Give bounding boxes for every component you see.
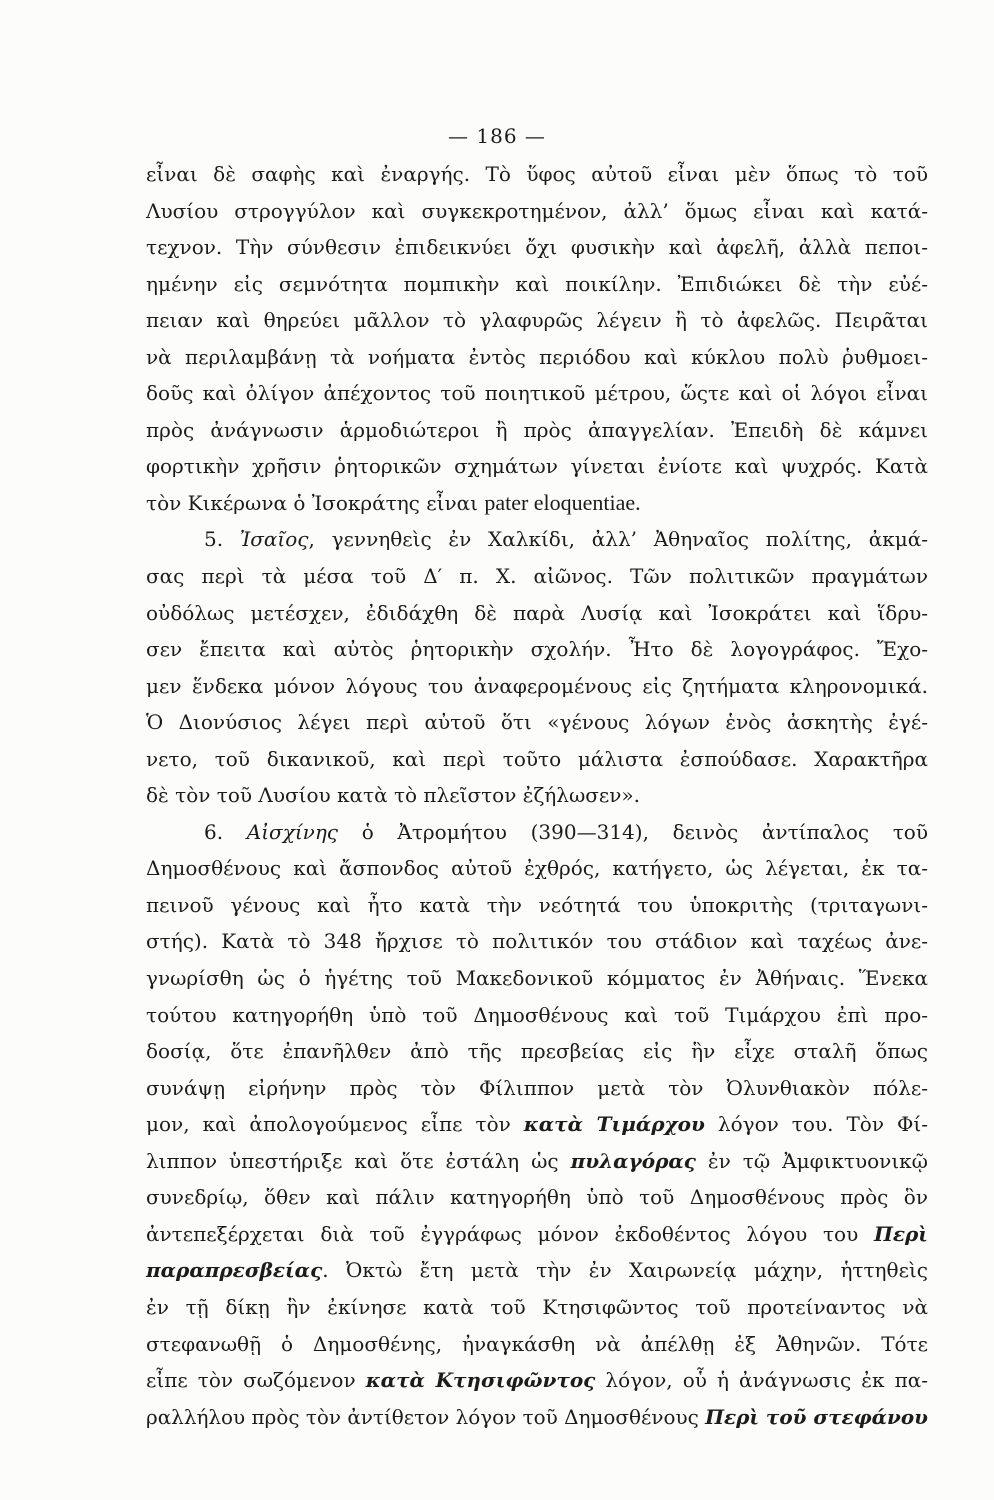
text-line [146, 814, 928, 851]
text-line [146, 887, 928, 924]
text-segment: ἀντεπεξέρχεται διὰ τοῦ ἐγγράφως μόνον ἐκδοθέντος λόγου του [146, 1221, 874, 1246]
text-segment: ἐν τῇ δίκῃ ἣν ἐκίνησε κατὰ τοῦ Κτησιφῶντος τοῦ προτείναντος νὰ [146, 1294, 928, 1319]
text-line [146, 1179, 928, 1216]
text-segment: Ὁ Διονύσιος λέγει περὶ αὐτοῦ ὅτι «γένους λόγων ἑνὸς ἀσκητὴς ἐγέ- [146, 710, 928, 735]
text-line [146, 923, 928, 960]
text-segment: νετο, τοῦ δικανικοῦ, καὶ περὶ τοῦτο μάλιστα ἐσπούδασε. Χαρακτῆρα [146, 746, 928, 771]
text-line [146, 375, 928, 412]
text-line [146, 485, 928, 522]
text-segment: . Ὀκτὼ ἔτη μετὰ τὴν ἐν Χαιρωνείᾳ μάχην, ἡττηθεὶς [322, 1258, 928, 1283]
text-line [146, 997, 928, 1034]
text-segment: μεν ἕνδεκα μόνον λόγους του ἀναφερομένους εἰς ζητήματα κληρονομικά. [146, 673, 928, 698]
text-line [146, 1216, 928, 1253]
text-line [146, 1106, 928, 1143]
emphasis-text: πυλαγόρας [570, 1148, 696, 1173]
text-segment: δοῦς καὶ ὀλίγον ἀπέχοντος τοῦ ποιητικοῦ μέτρου, ὥςτε καὶ οἱ λόγοι εἶναι [146, 381, 928, 406]
text-line [146, 1252, 928, 1289]
emphasis-text: Αἰσχίνης [246, 819, 339, 844]
emphasis-text: παραπρεσβείας [146, 1258, 323, 1283]
text-segment: οὐδόλως μετέσχεν, ἐδιδάχθη δὲ παρὰ Λυσίᾳ καὶ Ἰσοκράτει καὶ ἵδρυ- [146, 600, 928, 625]
text-line [146, 266, 928, 303]
text-segment: ἐν τῷ Ἀμφικτυονικῷ [695, 1148, 928, 1173]
text-segment: λόγον, οὗ ἡ ἀνάγνωσις ἐκ πα- [595, 1368, 928, 1393]
text-segment: ὁ Ἀτρομήτου (390—314), δεινὸς ἀντίπαλος τοῦ [338, 819, 928, 844]
text-segment: λιππον ὑπεστήριξε καὶ ὅτε ἐστάλη ὡς [146, 1148, 571, 1173]
text-line [146, 521, 928, 558]
text-line [146, 448, 928, 485]
text-line [146, 1289, 928, 1326]
text-line [146, 1143, 928, 1180]
text-segment: πειαν καὶ θηρεύει μᾶλλον τὸ γλαφυρῶς λέγειν ἢ τὸ ἀφελῶς. Πειρᾶται [146, 308, 928, 333]
text-segment: εἶναι δὲ σαφὴς καὶ ἐναργής. Τὸ ὕφος αὐτοῦ εἶναι μὲν ὅπως τὸ τοῦ [146, 162, 928, 186]
text-line [146, 741, 928, 778]
text-segment: Δημοσθένους καὶ ἄσπονδος αὐτοῦ ἐχθρός, κατήγετο, ὡς λέγεται, ἐκ τα- [146, 856, 928, 881]
text-segment: πρὸς ἀνάγνωσιν ἁρμοδιώτεροι ἢ πρὸς ἀπαγγελίαν. Ἐπειδὴ δὲ κάμνει [146, 417, 928, 442]
text-line [146, 412, 928, 449]
text-line [146, 595, 928, 632]
text-segment: τεχνον. Τὴν σύνθεσιν ἐπιδεικνύει ὄχι φυσικὴν καὶ ἀφελῆ, ἀλλὰ πεποι- [146, 235, 928, 260]
text-line [146, 960, 928, 997]
text-line [146, 1070, 928, 1107]
text-segment: ημένην εἰς σεμνότητα πομπικὴν καὶ ποικίλην. Ἐπιδιώκει δὲ τὴν εὐέ- [146, 271, 928, 296]
text-line [146, 558, 928, 595]
text-segment: 5. [204, 527, 240, 552]
text-line [146, 229, 928, 266]
body-text [146, 156, 928, 1435]
emphasis-text: κατὰ Κτησιφῶντος [365, 1368, 596, 1393]
text-segment: δοσίᾳ, ὅτε ἐπανῆλθεν ἀπὸ τῆς πρεσβείας εἰς ἣν εἶχε σταλῆ ὅπως [146, 1039, 928, 1064]
text-segment: , γεννηθεὶς ἐν Χαλκίδι, ἀλλ’ Ἀθηναῖος πολίτης, ἀκμά- [308, 527, 928, 552]
text-segment: γνωρίσθη ὡς ὁ ἡγέτης τοῦ Μακεδονικοῦ κόμματος ἐν Ἀθήναις. Ἕνεκα [146, 966, 928, 991]
text-segment: λόγον του. Τὸν Φί- [704, 1112, 928, 1137]
emphasis-text: pater eloquentiae. [484, 489, 641, 515]
text-line [146, 1399, 928, 1436]
text-line [146, 339, 928, 376]
text-line [146, 1033, 928, 1070]
text-line [146, 302, 928, 339]
text-segment: δὲ τὸν τοῦ Λυσίου κατὰ τὸ πλεῖστον ἐζήλωσεν». [146, 783, 641, 808]
text-segment: σεν ἔπειτα καὶ αὐτὸς ῥητορικὴν σχολήν. Ἦτο δὲ λογογράφος. Ἔχο- [146, 637, 928, 662]
text-line [146, 1326, 928, 1363]
text-line [146, 156, 928, 193]
text-segment: φορτικὴν χρῆσιν ῥητορικῶν σχημάτων γίνεται ἐνίοτε καὶ ψυχρός. Κατὰ [146, 454, 928, 479]
text-segment: Λυσίου στρογγύλον καὶ συγκεκροτημένον, ἀλλ’ ὅμως εἶναι καὶ κατά- [146, 198, 928, 223]
text-segment: νὰ περιλαμβάνῃ τὰ νοήματα ἐντὸς περιόδου καὶ κύκλου πολὺ ῥυθμοει- [146, 344, 928, 369]
text-segment: στής). Κατὰ τὸ 348 ἤρχισε τὸ πολιτικόν του στάδιον καὶ ταχέως ἀνε- [146, 929, 928, 954]
text-segment: 6. [204, 819, 247, 844]
text-line [146, 631, 928, 668]
text-line [146, 704, 928, 741]
text-line [146, 850, 928, 887]
text-segment: συνάψῃ εἰρήνην πρὸς τὸν Φίλιππον μετὰ τὸν Ὀλυνθιακὸν πόλε- [146, 1075, 928, 1100]
text-segment: στεφανωθῇ ὁ Δημοσθένης, ἠναγκάσθη νὰ ἀπέλθῃ ἐξ Ἀθηνῶν. Τότε [146, 1331, 928, 1356]
text-segment: πεινοῦ γένους καὶ ἦτο κατὰ τὴν νεότητά του ὑποκριτὴς (τριταγωνι- [146, 892, 928, 917]
text-segment: εἶπε τὸν σωζόμενον [146, 1368, 366, 1393]
text-segment: συνεδρίῳ, ὅθεν καὶ πάλιν κατηγορήθη ὑπὸ τοῦ Δημοσθένους πρὸς ὃν [146, 1185, 928, 1210]
text-segment: ραλλήλου πρὸς τὸν ἀντίθετον λόγον τοῦ Δημοσθένους [146, 1404, 706, 1429]
emphasis-text: Ἰσαῖος [239, 527, 309, 552]
text-segment: τὸν Κικέρωνα ὁ Ἰσοκράτης εἶναι [146, 490, 485, 515]
emphasis-text: Περὶ τοῦ στεφάνου [705, 1404, 928, 1429]
text-segment: τούτου κατηγορήθη ὑπὸ τοῦ Δημοσθένους καὶ τοῦ Τιμάρχου ἐπὶ προ- [146, 1002, 928, 1027]
text-line [146, 1362, 928, 1399]
emphasis-text: Περὶ [873, 1221, 928, 1246]
page-number: — 186 — [448, 124, 546, 148]
text-line [146, 193, 928, 230]
text-segment: σας περὶ τὰ μέσα τοῦ Δ′ π. Χ. αἰῶνος. Τῶν πολιτικῶν πραγμάτων [146, 564, 928, 589]
text-segment: μον, καὶ ἀπολογούμενος εἶπε τὸν [146, 1112, 524, 1137]
text-line [146, 668, 928, 705]
text-line [146, 777, 928, 814]
emphasis-text: κατὰ Τιμάρχου [523, 1112, 705, 1137]
